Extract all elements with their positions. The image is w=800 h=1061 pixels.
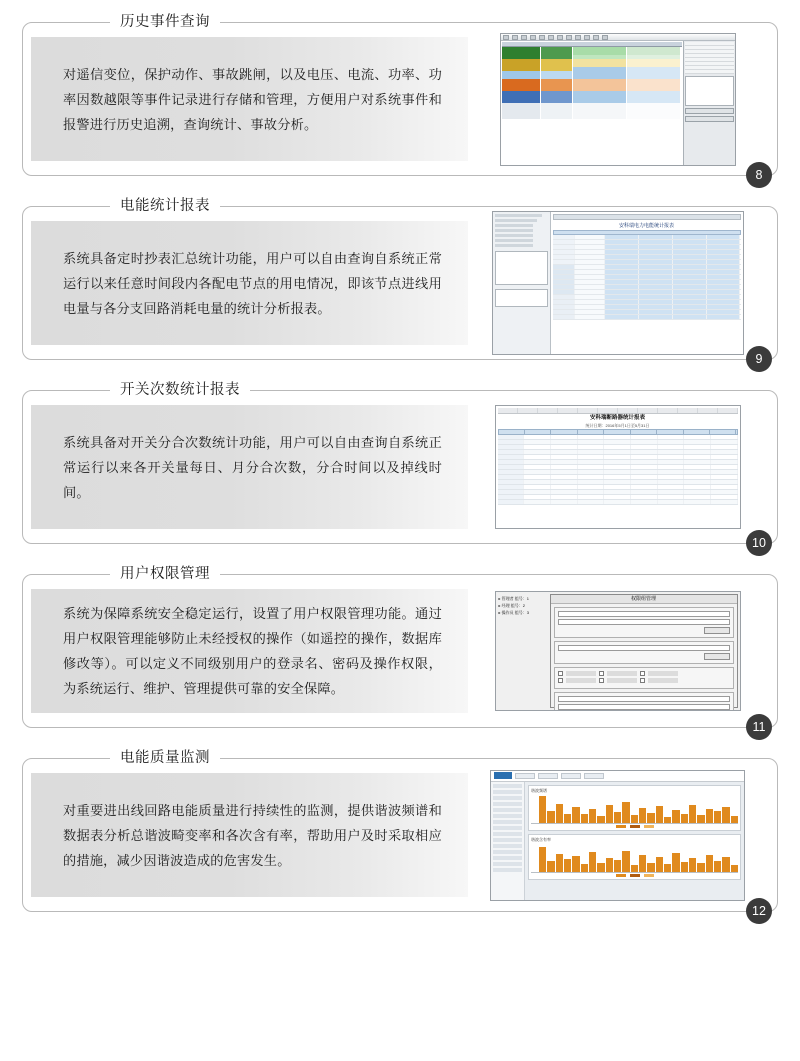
section-title: 用户权限管理 (110, 565, 220, 584)
history-event-query-screenshot (500, 33, 736, 166)
section-title: 历史事件查询 (110, 13, 220, 32)
permission-options-panel (554, 667, 734, 689)
group-name-input[interactable] (558, 611, 730, 617)
group-number-input[interactable] (558, 619, 730, 625)
side-nav[interactable] (491, 782, 525, 900)
description-text: 系统具备定时抄表汇总统计功能，用户可以自由查询自系统正常运行以来任意时间段内各配电节点的用电情况，即该节点进线用电量与各分支回路消耗电量的统计分析报表。 (63, 250, 442, 316)
harmonic-bars (531, 843, 738, 873)
checkbox[interactable] (640, 678, 645, 683)
description-text: 系统具备对开关分合次数统计功能，用户可以自由查询自系统正常运行以来各开关量每日、月分合次数，分合时间以及掉线时间。 (63, 434, 442, 500)
export-button[interactable] (685, 116, 734, 122)
energy-statistics-report-screenshot (492, 211, 744, 355)
harmonic-bars (531, 794, 738, 824)
section-content (23, 391, 777, 543)
tree-node[interactable]: ▸ 经理 组号：2 (498, 603, 525, 608)
section-number-badge: 9 (746, 346, 772, 372)
add-group-panel (554, 607, 734, 638)
section-content (23, 759, 777, 911)
section-user-permission-management (22, 564, 778, 734)
user-permission-management-screenshot (495, 591, 741, 711)
tab-item[interactable] (561, 773, 581, 779)
query-button[interactable] (685, 108, 734, 114)
description-panel (31, 221, 468, 345)
app-body (491, 782, 744, 900)
tree-panel[interactable] (493, 212, 551, 354)
tree-node[interactable]: ▸ 操作员 组号：3 (498, 610, 529, 615)
section-content (23, 575, 777, 727)
section-number-badge: 12 (746, 898, 772, 924)
tab-item[interactable] (584, 773, 604, 779)
description-panel (31, 405, 468, 529)
app-header (491, 771, 744, 782)
section-switch-count-report (22, 380, 778, 550)
section-title: 电能质量监测 (110, 749, 220, 768)
description-text: 对重要进出线回路电能质量进行持续性的监测，提供谐波频谱和数据表分析总谐波畸变率和各次含有率，帮助用户及时采取相应的措施，减少因谐波造成的危害发生。 (63, 802, 442, 868)
table-row (553, 315, 741, 320)
delete-group-button[interactable] (704, 653, 730, 660)
chart-title: 谐波含有率 (531, 836, 551, 842)
screenshot-area (468, 23, 777, 175)
section-content (23, 207, 777, 359)
group-select[interactable] (558, 645, 730, 651)
event-table (501, 41, 683, 165)
dialog-title: 权限组管理 (551, 595, 737, 604)
checkbox[interactable] (558, 678, 563, 683)
chart-title: 谐波频谱 (531, 787, 547, 793)
screenshot-body (501, 41, 735, 165)
screenshot-area (468, 575, 777, 727)
description-text: 对遥信变位，保护动作、事故跳闸，以及电压、电流、功率、功率因数越限等事件记录进行存储和管理，方便用户对系统事件和报警进行历史追溯，查询统计、事故分析。 (63, 66, 442, 132)
screenshot-area (468, 391, 777, 543)
delete-group-panel (554, 641, 734, 664)
add-group-button[interactable] (704, 627, 730, 634)
chart-column (525, 782, 744, 900)
harmonic-chart-card-1 (528, 785, 741, 831)
table-row (498, 500, 738, 505)
logo (494, 772, 512, 779)
screenshot-area (468, 207, 777, 359)
section-title: 开关次数统计报表 (110, 381, 250, 400)
user-management-panel (554, 692, 734, 711)
checkbox[interactable] (599, 678, 604, 683)
switch-count-report-screenshot (495, 405, 741, 529)
permission-tree[interactable] (496, 592, 548, 710)
report-panel (551, 212, 743, 354)
description-panel (31, 37, 468, 161)
tab-item[interactable] (538, 773, 558, 779)
filter-list[interactable] (685, 76, 734, 106)
section-content (23, 23, 777, 175)
query-buttons-panel[interactable] (495, 289, 548, 307)
permission-dialog (550, 594, 738, 708)
filter-panel[interactable] (683, 41, 735, 165)
section-number-badge: 11 (746, 714, 772, 740)
section-power-quality-monitor (22, 748, 778, 918)
checkbox[interactable] (599, 671, 604, 676)
checkbox[interactable] (640, 671, 645, 676)
section-number-badge: 10 (746, 530, 772, 556)
description-panel (31, 589, 468, 713)
report-toolbar[interactable] (553, 214, 741, 220)
section-number-badge: 8 (746, 162, 772, 188)
power-quality-monitor-screenshot (490, 770, 745, 901)
toolbar (501, 34, 735, 41)
tab-item[interactable] (515, 773, 535, 779)
date-filter-panel[interactable] (495, 251, 548, 285)
user-account-input[interactable] (558, 704, 730, 710)
section-energy-statistics-report (22, 196, 778, 366)
section-title: 电能统计报表 (110, 197, 220, 216)
description-text: 系统为保障系统安全稳定运行，设置了用户权限管理功能。通过用户权限管理能够防止未经授权的操作（如遥控的操作，数据库修改等）。可以定义不同级别用户的登录名、密码及操作权限，为系统运行、维护、管理提供可靠的安全保障。 (63, 606, 442, 696)
report-title: 安科瑞断路器统计报表 (589, 415, 645, 421)
checkbox[interactable] (558, 671, 563, 676)
tree-node[interactable]: ▸ 管理者 组号：1 (498, 596, 529, 601)
harmonic-chart-card-2 (528, 834, 741, 880)
report-title: 安科瑞电力电能统计报表 (618, 223, 674, 229)
section-history-event-query (22, 12, 778, 182)
description-panel (31, 773, 468, 897)
user-group-select[interactable] (558, 696, 730, 702)
screenshot-area (468, 759, 777, 911)
report-subtitle: 统计日期：2016年5月1日至5月31日 (585, 423, 650, 428)
table-row (502, 115, 682, 119)
